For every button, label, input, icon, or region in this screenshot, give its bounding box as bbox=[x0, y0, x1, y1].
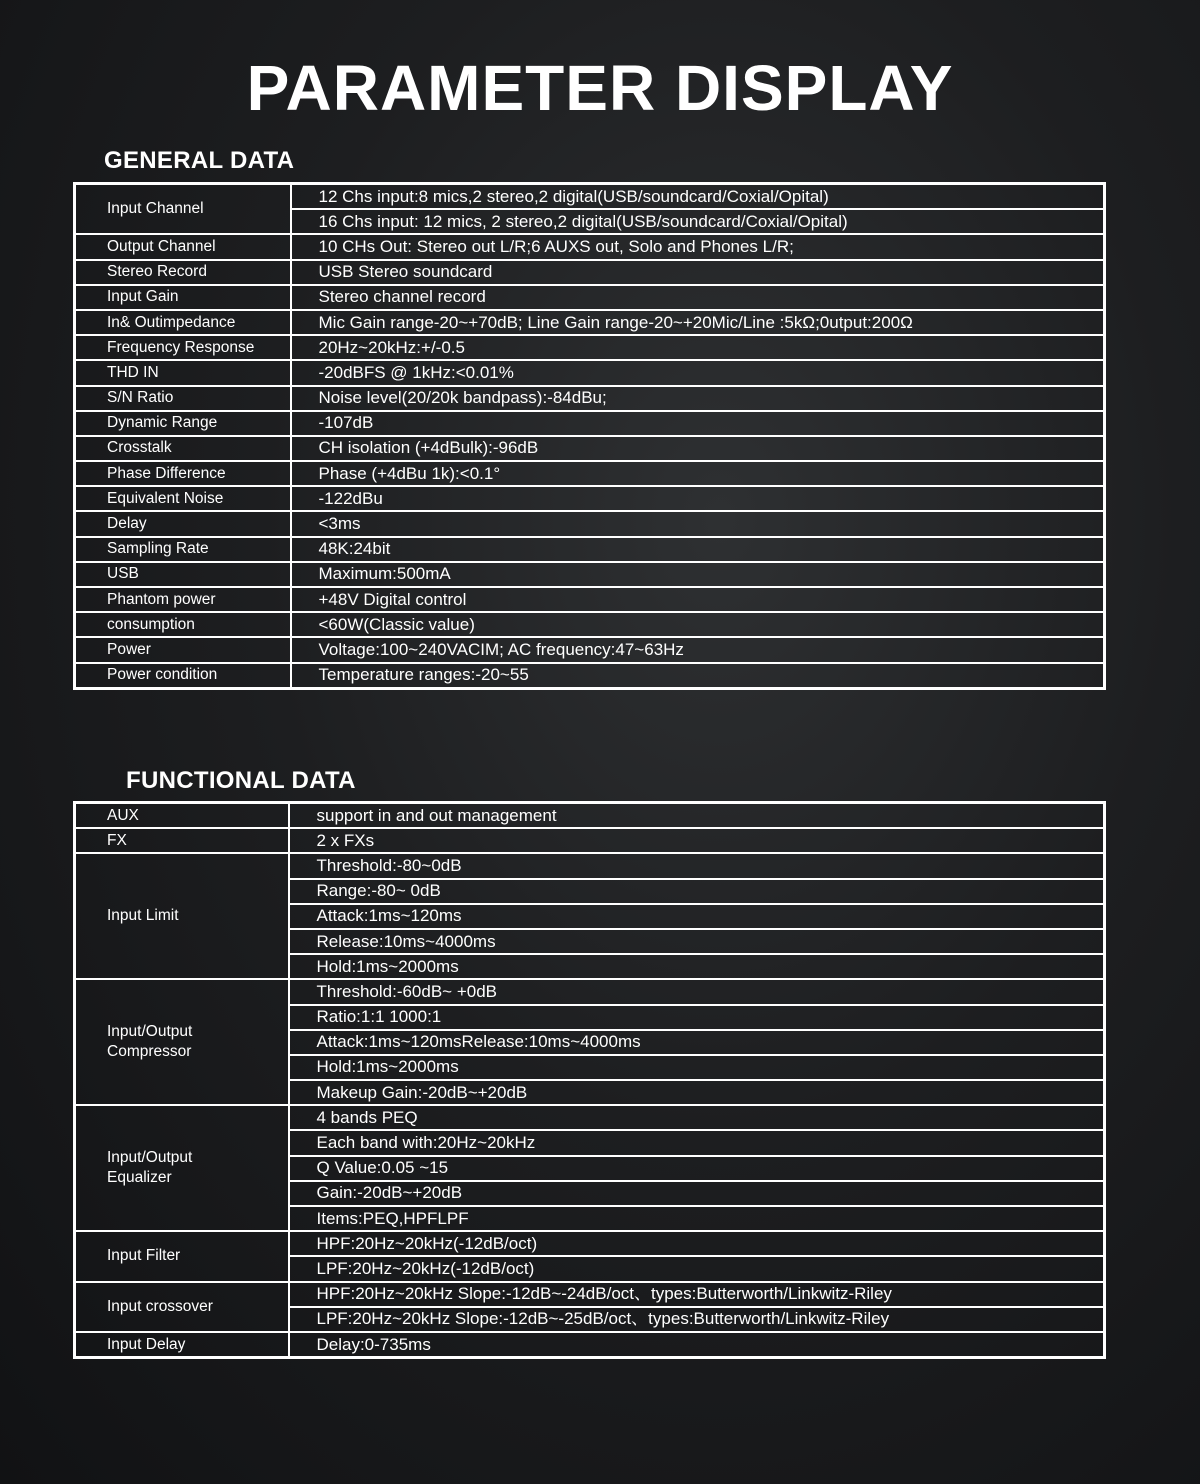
parameter-label: Input Delay bbox=[75, 1332, 289, 1358]
table-row bbox=[75, 184, 1105, 210]
parameter-label: Input Limit bbox=[75, 853, 289, 979]
parameter-value: 48K:24bit bbox=[291, 537, 1105, 562]
table-row bbox=[75, 411, 1105, 436]
parameter-value: Voltage:100~240VACIM; AC frequency:47~63Hz bbox=[291, 637, 1105, 662]
parameter-label: consumption bbox=[75, 612, 291, 637]
parameter-value: Release:10ms~4000ms bbox=[289, 929, 1105, 954]
parameter-value: HPF:20Hz~20kHz(-12dB/oct) bbox=[289, 1231, 1105, 1256]
parameter-value: <60W(Classic value) bbox=[291, 612, 1105, 637]
parameter-label: THD IN bbox=[75, 360, 291, 385]
parameter-label: Input Filter bbox=[75, 1231, 289, 1281]
page-title: PARAMETER DISPLAY bbox=[246, 52, 954, 124]
general-data-heading: GENERAL DATA bbox=[104, 147, 295, 174]
parameter-label: Input/Output Compressor bbox=[75, 979, 289, 1105]
table-row bbox=[75, 612, 1105, 637]
parameter-value: +48V Digital control bbox=[291, 587, 1105, 612]
table-row bbox=[75, 1105, 1105, 1130]
parameter-label: Dynamic Range bbox=[75, 411, 291, 436]
parameter-label: In& Outimpedance bbox=[75, 310, 291, 335]
parameter-value: -122dBu bbox=[291, 486, 1105, 511]
parameter-label: Delay bbox=[75, 511, 291, 536]
parameter-label: Power condition bbox=[75, 663, 291, 689]
parameter-value: Items:PEQ,HPFLPF bbox=[289, 1206, 1105, 1231]
parameter-value: Ratio:1:1 1000:1 bbox=[289, 1005, 1105, 1030]
parameter-label: FX bbox=[75, 828, 289, 853]
parameter-value: 2 x FXs bbox=[289, 828, 1105, 853]
parameter-value: Temperature ranges:-20~55 bbox=[291, 663, 1105, 689]
parameter-value: -20dBFS @ 1kHz:<0.01% bbox=[291, 360, 1105, 385]
table-row bbox=[75, 979, 1105, 1004]
table-row bbox=[75, 511, 1105, 536]
parameter-value: -107dB bbox=[291, 411, 1105, 436]
parameter-value: Makeup Gain:-20dB~+20dB bbox=[289, 1080, 1105, 1105]
parameter-value: <3ms bbox=[291, 511, 1105, 536]
table-row bbox=[75, 828, 1105, 853]
parameter-value: support in and out management bbox=[289, 803, 1105, 829]
functional-data-table bbox=[73, 801, 1106, 1359]
parameter-value: Stereo channel record bbox=[291, 285, 1105, 310]
table-row bbox=[75, 360, 1105, 385]
parameter-label: Equivalent Noise bbox=[75, 486, 291, 511]
table-row bbox=[75, 285, 1105, 310]
table-row bbox=[75, 587, 1105, 612]
parameter-value: Q Value:0.05 ~15 bbox=[289, 1156, 1105, 1181]
parameter-value: Threshold:-60dB~ +0dB bbox=[289, 979, 1105, 1004]
table-row bbox=[75, 1332, 1105, 1358]
table-row bbox=[75, 386, 1105, 411]
parameter-value: LPF:20Hz~20kHz(-12dB/oct) bbox=[289, 1256, 1105, 1281]
table-row bbox=[75, 637, 1105, 662]
table-row bbox=[75, 234, 1105, 259]
table-row bbox=[75, 436, 1105, 461]
table-row bbox=[75, 1282, 1105, 1307]
table-row bbox=[75, 803, 1105, 829]
table-row bbox=[75, 310, 1105, 335]
parameter-label: Input Gain bbox=[75, 285, 291, 310]
parameter-value: Noise level(20/20k bandpass):-84dBu; bbox=[291, 386, 1105, 411]
table-row bbox=[75, 1231, 1105, 1256]
parameter-value: Threshold:-80~0dB bbox=[289, 853, 1105, 878]
parameter-value: Hold:1ms~2000ms bbox=[289, 954, 1105, 979]
table-row bbox=[75, 461, 1105, 486]
parameter-value: Attack:1ms~120ms bbox=[289, 904, 1105, 929]
parameter-label: Input crossover bbox=[75, 1282, 289, 1332]
parameter-label: S/N Ratio bbox=[75, 386, 291, 411]
parameter-value: Range:-80~ 0dB bbox=[289, 879, 1105, 904]
parameter-label: Phantom power bbox=[75, 587, 291, 612]
parameter-value: 4 bands PEQ bbox=[289, 1105, 1105, 1130]
parameter-value: Delay:0-735ms bbox=[289, 1332, 1105, 1358]
parameter-label: Power bbox=[75, 637, 291, 662]
functional-data-heading: FUNCTIONAL DATA bbox=[126, 767, 356, 794]
parameter-value: HPF:20Hz~20kHz Slope:-12dB~-24dB/oct、types:Butterworth/Linkwitz-Riley bbox=[289, 1282, 1105, 1307]
table-row bbox=[75, 562, 1105, 587]
parameter-value: 16 Chs input: 12 mics, 2 stereo,2 digital(USB/soundcard/Coxial/Opital) bbox=[291, 209, 1105, 234]
table-row bbox=[75, 537, 1105, 562]
parameter-value: Phase (+4dBu 1k):<0.1° bbox=[291, 461, 1105, 486]
parameter-label: USB bbox=[75, 562, 291, 587]
parameter-value: 12 Chs input:8 mics,2 stereo,2 digital(USB/soundcard/Coxial/Opital) bbox=[291, 184, 1105, 210]
parameter-label: Phase Difference bbox=[75, 461, 291, 486]
parameter-value: Attack:1ms~120msRelease:10ms~4000ms bbox=[289, 1030, 1105, 1055]
parameter-label: Output Channel bbox=[75, 234, 291, 259]
table-row bbox=[75, 486, 1105, 511]
parameter-value: LPF:20Hz~20kHz Slope:-12dB~-25dB/oct、types:Butterworth/Linkwitz-Riley bbox=[289, 1307, 1105, 1332]
parameter-value: Gain:-20dB~+20dB bbox=[289, 1181, 1105, 1206]
parameter-value: Hold:1ms~2000ms bbox=[289, 1055, 1105, 1080]
parameter-value: Each band with:20Hz~20kHz bbox=[289, 1130, 1105, 1155]
table-row bbox=[75, 853, 1105, 878]
parameter-value: USB Stereo soundcard bbox=[291, 260, 1105, 285]
parameter-value: 20Hz~20kHz:+/-0.5 bbox=[291, 335, 1105, 360]
parameter-value: 10 CHs Out: Stereo out L/R;6 AUXS out, Solo and Phones L/R; bbox=[291, 234, 1105, 259]
parameter-label: AUX bbox=[75, 803, 289, 829]
table-row bbox=[75, 335, 1105, 360]
parameter-value: CH isolation (+4dBulk):-96dB bbox=[291, 436, 1105, 461]
table-row bbox=[75, 663, 1105, 689]
parameter-label: Frequency Response bbox=[75, 335, 291, 360]
parameter-value: Maximum:500mA bbox=[291, 562, 1105, 587]
parameter-label: Input Channel bbox=[75, 184, 291, 235]
general-data-table bbox=[73, 182, 1106, 690]
parameter-label: Crosstalk bbox=[75, 436, 291, 461]
table-row bbox=[75, 260, 1105, 285]
parameter-label: Input/Output Equalizer bbox=[75, 1105, 289, 1231]
parameter-label: Stereo Record bbox=[75, 260, 291, 285]
parameter-value: Mic Gain range-20~+70dB; Line Gain range-20~+20Mic/Line :5kΩ;0utput:200Ω bbox=[291, 310, 1105, 335]
parameter-label: Sampling Rate bbox=[75, 537, 291, 562]
